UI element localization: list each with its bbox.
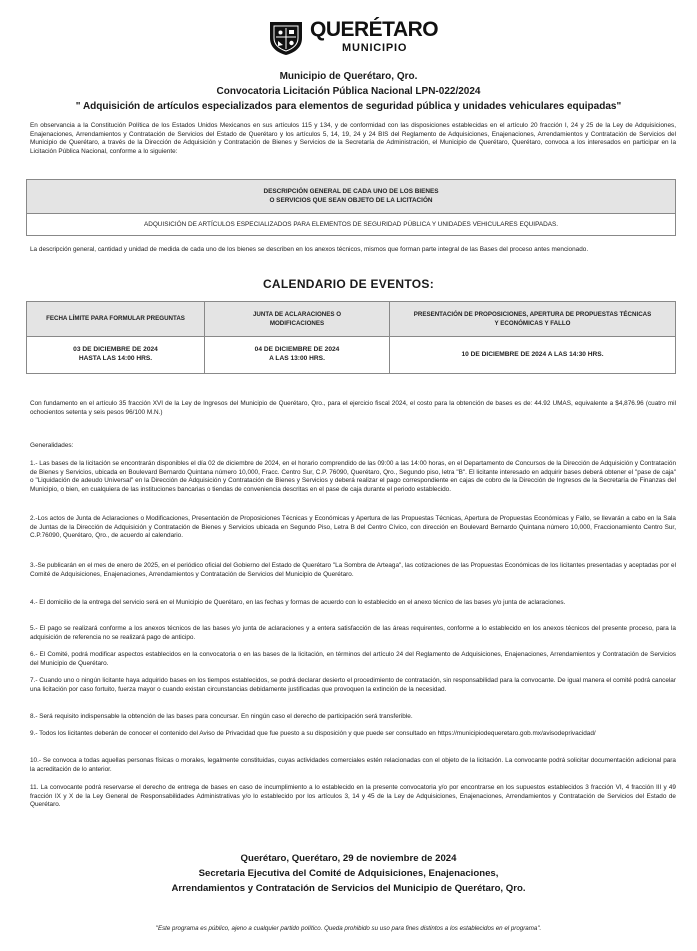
calendar-header-questions	[27, 302, 204, 337]
footer-disclaimer: "Este programa es público, ajeno a cualquier partido político. Queda prohibido su uso para fines distintos a los establecidos en el programa".	[155, 925, 542, 932]
calendar-header-proposals-line2: Y ECONÓMICAS Y FALLO	[494, 319, 571, 327]
general-item: 11. La convocante podrá reservarse el derecho de entrega de bases en caso de incumplimiento a lo establecido en la presente convocatoria y/o por encontrarse en los supuestos establecidos 3 fracción VI, 4 fracción III y 49 fracción IX y X de la Ley General de Responsabilidades Administrativas y/o lo establecido por los artículos 3, 14 y 45 de la Ley de Adquisiciones, Enajenaciones, Arrendamientos y Contratación de Servicios del Estado de Querétaro.	[30, 784, 676, 809]
calendar-value-clarifications	[205, 337, 389, 373]
logo-title: QUERÉTARO	[310, 18, 439, 41]
calendar-value-questions	[27, 337, 204, 373]
signature-line2: Secretaria Ejecutiva del Comité de Adquisiciones, Enajenaciones,	[198, 868, 499, 879]
description-note: La descripción general, cantidad y unidad de medida de cada uno de los bienes se describen en los anexos técnicos, mismos que forman parte integral de las Bases del proceso antes mencionado.	[30, 246, 589, 253]
general-item: 8.- Será requisito indispensable la obtención de las bases para concursar. En ningún caso el derecho de participación será transferible.	[30, 713, 413, 720]
signature-line3: Arrendamientos y Contratación de Servicios del Municipio de Querétaro, Qro.	[171, 883, 526, 894]
calendar-value-clarifications-date: 04 DE DICIEMBRE DE 2024	[254, 346, 340, 354]
calendar-value-proposals-text: 10 DE DICIEMBRE DE 2024 A LAS 14:30 HRS.	[461, 350, 604, 358]
calendar-header-proposals-line1: PRESENTACIÓN DE PROPOSICIONES, APERTURA DE PROPUESTAS TÉCNICAS	[413, 310, 652, 318]
intro-paragraph: En observancia a la Constitución Política de los Estados Unidos Mexicanos en sus artículos 115 y 134, y de conformidad con las disposiciones establecidas en el artículo 20 fracción I, 24 y 25 de la Ley de Adquisiciones, Enajenaciones, Arrendamientos y Contratación de Servicios del Estado de Querétaro y los artículos 5, 14, 19, 24 y 24 BIS del Reglamento de Adquisiciones, Enajenaciones, Arrendamientos y Contratación de Servicios del Municipio de Querétaro, a través de la Dirección de Adquisición y Contratación de Bienes y Servicios de la Secretaría de Administración, el Municipio de Querétaro, Querétaro, convoca a los interesados en participar en la Licitación Pública Nacional, conforme a lo siguiente:	[30, 122, 676, 155]
calendar-header-clarifications	[205, 302, 389, 337]
general-item: 3.-Se publicarán en el mes de enero de 2025, en el periódico oficial del Gobierno del Estado de Querétaro "La Sombra de Arteaga", las cotizaciones de las Propuestas Económicas de los licitantes presentadas y aceptadas por el Comité de Adquisiciones, Enajenaciones, Arrendamientos y Contratación de Servicios del Municipio de Querétaro.	[30, 562, 676, 578]
heading-municipio: Municipio de Querétaro, Qro.	[279, 71, 418, 82]
calendar-value-clarifications-time: A LAS 13:00 HRS.	[269, 355, 325, 362]
general-item: 7.- Cuando uno o ningún licitante haya adquirido bases en los tiempos establecidos, se podrá declarar desierto el procedimiento de contratación, sin responsabilidad para la convocante. De igual manera el comité podrá cancelar una licitación por caso fortuito, fuerza mayor o cuando existan circunstancias debidamente justificadas que provoquen la extinción de la necesidad.	[30, 677, 676, 693]
cost-paragraph: Con fundamento en el artículo 35 fracción XVI de la Ley de Ingresos del Municipio de Querétaro, Qro., para el ejercicio fiscal 2024, el costo para la obtención de bases es de: 44.92 UMAS, equivalente a $4,876.96 (cuatro mil ochocientos setenta y seis pesos 96/100 M.N.)	[30, 400, 676, 416]
description-header-line2: O SERVICIOS QUE SEAN OBJETO DE LA LICITACIÓN	[269, 196, 433, 204]
general-item: 6.- El Comité, podrá modificar aspectos establecidos en la convocatoria o en las bases de la licitación, en términos del artículo 24 del Reglamento de Adquisiciones, Enajenaciones, Arrendamientos y Contratación de Servicios del Municipio de Querétaro.	[30, 651, 676, 667]
municipio-logo	[268, 16, 438, 58]
description-table-header	[27, 180, 675, 214]
calendar-header-questions-text: FECHA LÍMITE PARA FORMULAR PREGUNTAS	[46, 315, 185, 323]
general-item: 5.- El pago se realizará conforme a los anexos técnicos de las bases y/o junta de aclaraciones y a entera satisfacción de las áreas requirentes, conforme a lo establecido en los anexos técnicos del presente proceso, para la adquisición de referencia no se realizará pago de anticipo.	[30, 625, 676, 641]
calendar-value-proposals	[390, 337, 675, 373]
heading-convocatoria: Convocatoria Licitación Pública Nacional LPN-022/2024	[216, 86, 481, 97]
calendar-header-clarifications-line1: JUNTA DE ACLARACIONES O	[252, 310, 342, 318]
calendar-value-questions-time: HASTA LAS 14:00 HRS.	[78, 355, 153, 362]
calendar-header-proposals	[390, 302, 675, 337]
general-item: 9.- Todos los licitantes deberán de conocer el contenido del Aviso de Privacidad que fue puesto a su disposición y que puede ser consultado en https://municipiodequeretaro.gob.mx/avisodeprivacidad/	[30, 730, 596, 737]
calendar-value-questions-date: 03 DE DICIEMBRE DE 2024	[73, 346, 158, 354]
description-table-body: ADQUISICIÓN DE ARTÍCULOS ESPECIALIZADOS PARA ELEMENTOS DE SEGURIDAD PÚBLICA Y UNIDADES VEHICULARES EQUIPADAS.	[143, 221, 559, 228]
coat-of-arms-icon	[268, 18, 304, 56]
description-table	[26, 179, 676, 236]
general-item: 2.-Los actos de Junta de Aclaraciones o Modificaciones, Presentación de Proposiciones Técnicas y Económicas y Apertura de las Propuestas Técnicas, Apertura de Propuestas Económicas y Fallo, se llevarán a cabo en la Sala de Juntas de la Dirección de Adquisición y Contratación de Bienes y Servicios ubicada en Segundo Piso, Letra B del Centro Cívico, con dirección en Boulevard Bernardo Quintana número 10,000, Fraccionamiento Centro Sur, C.P.76090, Querétaro, Qro., de acuerdo al calendario.	[30, 515, 676, 540]
general-item: 1.- Las bases de la licitación se encontrarán disponibles el día 02 de diciembre de 2024, en el horario comprendido de las 09:00 a las 14:00 horas, en el Departamento de Concursos de la Dirección de Adquisición y Contratación de Bienes y Servicios, ubicada en Boulevard Bernardo Quintana número 10,000, Fracc. Centro Sur, C.P. 76090, Querétaro, Qro., Segundo piso, letra "B". El licitante interesado en adquirir bases deberá obtener el "pase de caja" o "Liquidación de adeudo Universal" en la Dirección de Adquisición y Contratación de Bienes y Servicios y deberá realizar el pago correspondiente en cajas de cobro de la Dirección de Ingresos de la Secretaría de Finanzas del Municipio, o bien, en cualquiera de las instituciones bancarias o tiendas de conveniencia descritas en el pase de caja durante el periodo establecido.	[30, 460, 676, 493]
heading-subject: " Adquisición de artículos especializados para elementos de seguridad pública y unidades vehiculares equipadas"	[75, 101, 622, 112]
calendar-table	[26, 301, 676, 374]
calendar-title: CALENDARIO DE EVENTOS:	[262, 277, 435, 291]
description-header-line1: DESCRIPCIÓN GENERAL DE CADA UNO DE LOS BIENES	[263, 188, 439, 195]
signature-date: Querétaro, Querétaro, 29 de noviembre de 2024	[240, 853, 457, 864]
general-title: Generalidades:	[30, 442, 74, 449]
general-item: 10.- Se convoca a todas aquellas personas físicas o morales, legalmente constituidas, cuyas actividades comerciales estén relacionadas con el objeto de la licitación. La convocante podrá solicitar documentación adicional para la acreditación de lo anterior.	[30, 757, 676, 773]
general-item: 4.- El domicilio de la entrega del servicio será en el Municipio de Querétaro, en las fechas y formas de acuerdo con lo establecido en el anexo técnico de las bases y/o junta de aclaraciones.	[30, 599, 566, 606]
logo-subtitle: MUNICIPIO	[342, 42, 408, 54]
calendar-header-clarifications-line2: MODIFICACIONES	[269, 319, 325, 327]
